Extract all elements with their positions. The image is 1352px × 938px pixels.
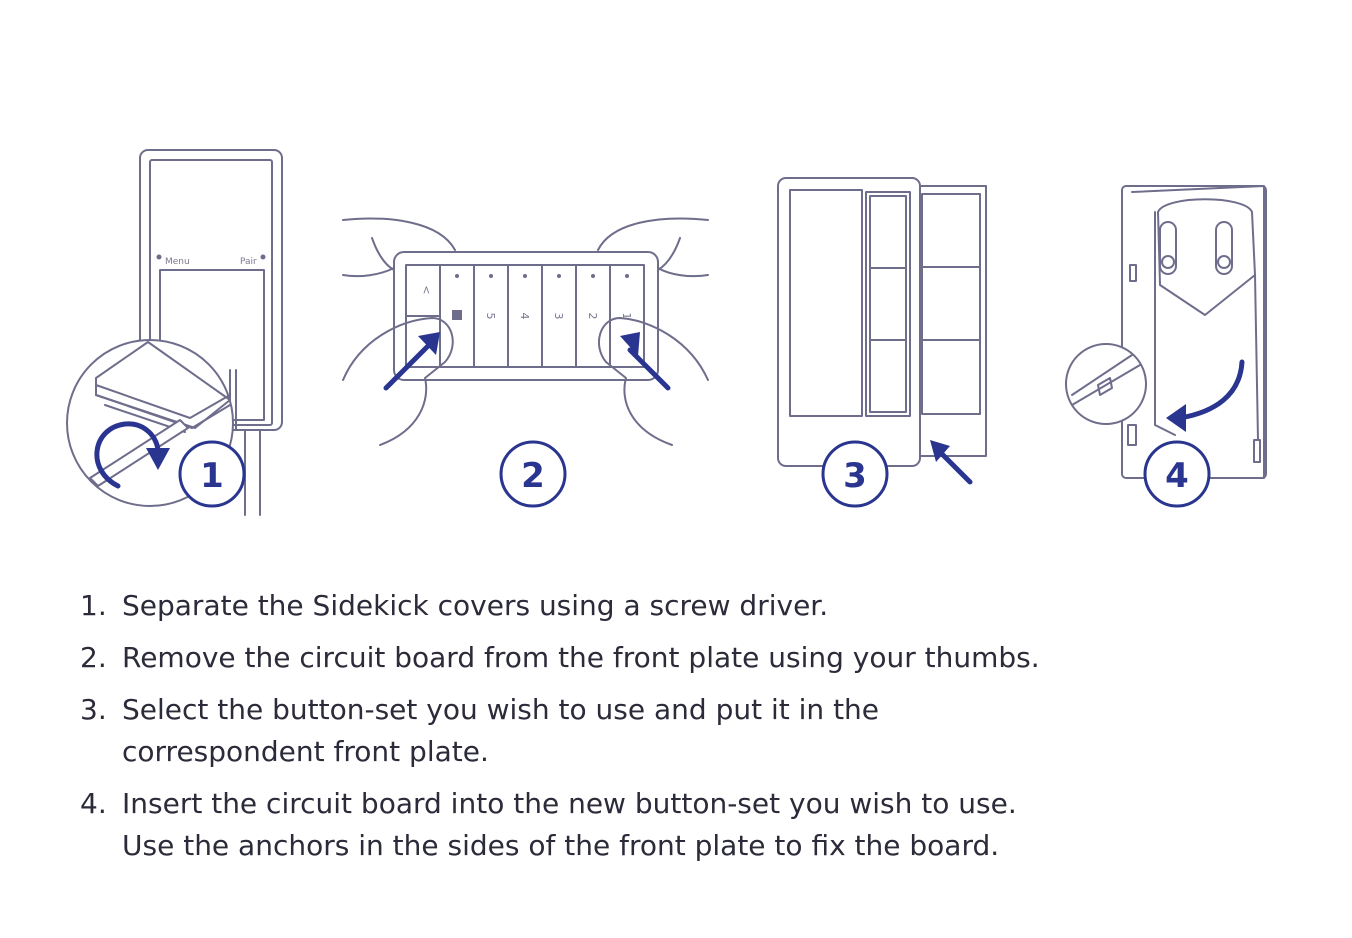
keypad-label-2: 2 [586, 312, 599, 320]
keypad-back-label: < [420, 285, 433, 295]
step-4-number: 4 [1165, 456, 1189, 496]
instruction-item [80, 637, 1180, 679]
step-2-illustration [343, 219, 708, 445]
instruction-item [80, 689, 1180, 773]
step-3-number: 3 [843, 456, 867, 496]
instruction-list [80, 585, 1180, 877]
instruction-item [80, 783, 1180, 867]
pair-label: Pair [240, 257, 257, 267]
keypad-label-1: 1 [620, 312, 633, 320]
instruction-number: 2. [80, 641, 107, 674]
keypad-labels [420, 285, 633, 319]
step-4-illustration [1066, 186, 1266, 478]
instruction-number: 4. [80, 787, 107, 820]
curved-arrow-icon [1180, 362, 1242, 418]
step-3-illustration [778, 178, 986, 466]
step-1-number: 1 [200, 456, 224, 496]
instruction-text-line-2: Use the anchors in the sides of the front plate to fix the board. [122, 829, 1000, 862]
instruction-text: Remove the circuit board from the front plate using your thumbs. [122, 641, 1040, 674]
instruction-item [80, 585, 1180, 627]
step-badges [180, 442, 1209, 506]
keypad-label-3: 3 [552, 312, 565, 320]
push-arrow-right-icon [630, 350, 668, 388]
instruction-text-line-1: Select the button-set you wish to use and put it in the [122, 693, 880, 726]
instruction-number: 1. [80, 589, 107, 622]
instruction-text-line-2: correspondent front plate. [122, 735, 489, 768]
step-2-number: 2 [521, 456, 545, 496]
keypad-label-4: 4 [518, 312, 531, 320]
instruction-number: 3. [80, 693, 107, 726]
instruction-text-line-1: Insert the circuit board into the new button-set you wish to use. [122, 787, 1017, 820]
instruction-text: Separate the Sidekick covers using a screw driver. [122, 589, 829, 622]
keypad-label-5: 5 [484, 312, 497, 320]
stop-square-icon [452, 310, 462, 320]
menu-label: Menu [165, 257, 190, 267]
